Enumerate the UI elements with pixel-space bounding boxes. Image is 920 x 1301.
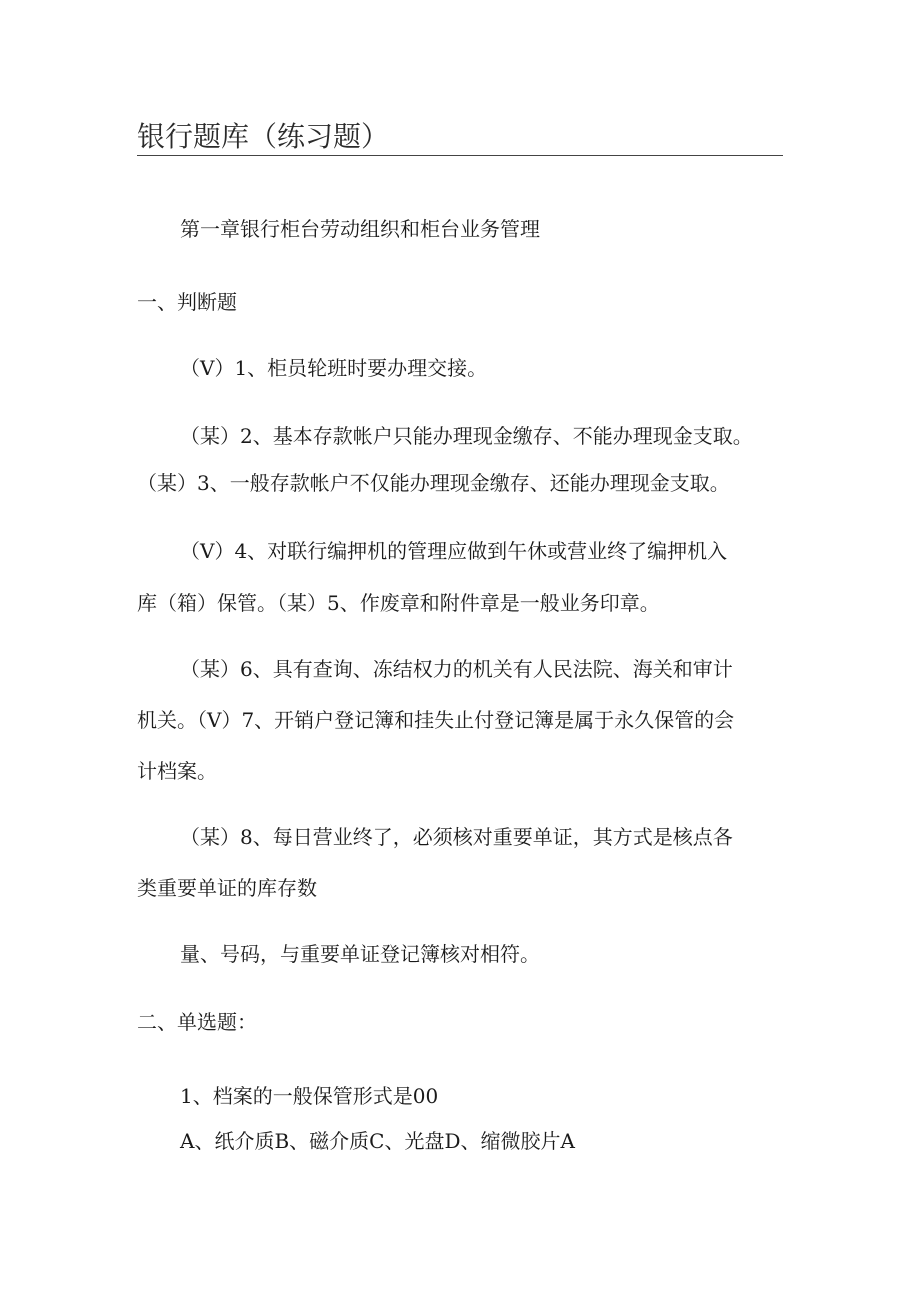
question-line: （V）1、柜员轮班时要办理交接。 — [180, 356, 488, 380]
question-line: 计档案。 — [137, 759, 217, 783]
document-title: 银行题库（练习题） — [137, 120, 390, 153]
question-line: 机关。（V）7、开销户登记簿和挂失止付登记簿是属于永久保管的会 — [137, 708, 735, 732]
section-heading-true-false: 一、判断题 — [137, 290, 237, 314]
chapter-heading: 第一章银行柜台劳动组织和柜台业务管理 — [180, 217, 540, 241]
question-line: （V）4、对联行编押机的管理应做到午休或营业终了编押机入 — [180, 539, 728, 563]
question-line: （某）8、每日营业终了，必须核对重要单证，其方式是核点各 — [180, 825, 733, 849]
question-line: （某）2、基本存款帐户只能办理现金缴存、不能办理现金支取。 — [180, 424, 753, 448]
question-line: 量、号码，与重要单证登记簿核对相符。 — [180, 942, 540, 966]
question-line: 库（箱）保管。（某）5、作废章和附件章是一般业务印章。 — [137, 591, 660, 615]
section-heading-single-choice: 二、单选题： — [137, 1010, 257, 1034]
question-line: （某）3、一般存款帐户不仅能办理现金缴存、还能办理现金支取。 — [137, 471, 730, 495]
choice-options: A、纸介质B、磁介质C、光盘D、缩微胶片A — [180, 1129, 575, 1153]
title-underline — [137, 155, 783, 156]
question-line: （某）6、具有查询、冻结权力的机关有人民法院、海关和审计 — [180, 657, 733, 681]
question-line: 类重要单证的库存数 — [137, 876, 317, 900]
choice-question: 1、档案的一般保管形式是00 — [180, 1084, 439, 1108]
